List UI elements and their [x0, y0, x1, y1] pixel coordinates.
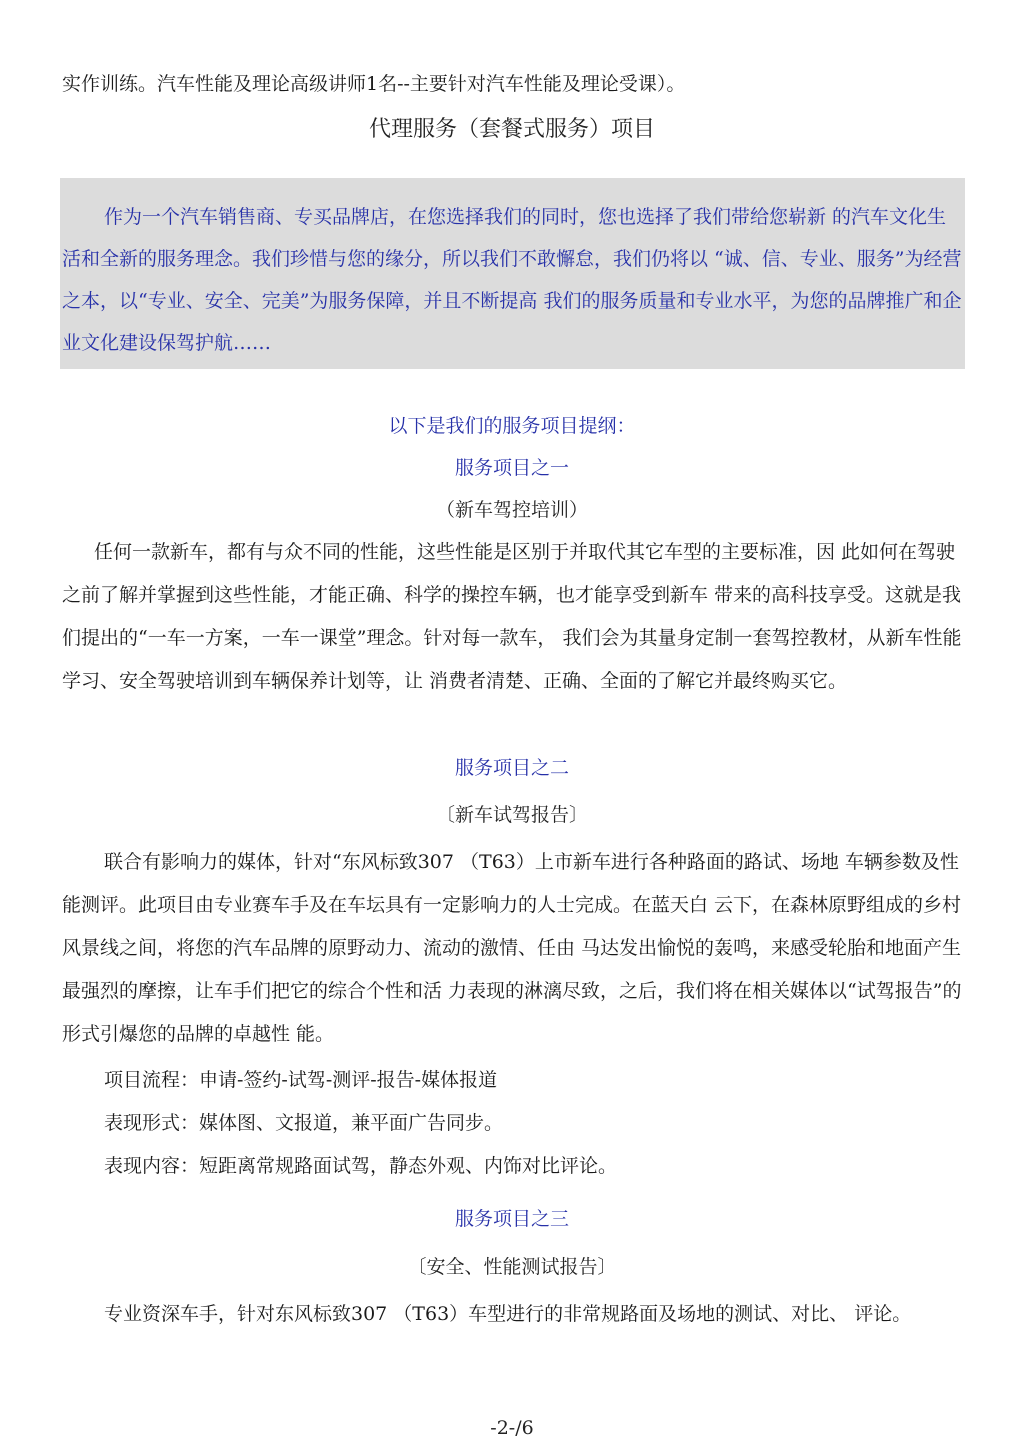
project-2-detail-content: 表现内容：短距离常规路面试驾，静态外观、内饰对比评论。	[104, 1155, 618, 1177]
lead-line: 实作训练。汽车性能及理论高级讲师1名--主要针对汽车性能及理论受课）。	[62, 73, 686, 95]
outline-heading: 以下是我们的服务项目提纲：	[388, 415, 636, 437]
project-2-detail-format: 表现形式：媒体图、文报道，兼平面广告同步。	[104, 1112, 504, 1134]
project-2-heading: 服务项目之二	[454, 757, 569, 779]
project-3-body: 专业资深车手，针对东风标致307 （T63）车型进行的非常规路面及场地的测试、对比、 评论。	[104, 1303, 912, 1325]
project-1-body: 任何一款新车，都有与众不同的性能，这些性能是区别于并取代其它车型的主要标准，因 此如何在驾驶之前了解并掌握到这些性能，才能正确、科学的操控车辆，也才能享受到新车 带来的高科技享受。这就是我们提出的“一车一方案，一车一课堂”理念。针对每一款车， 我们会为其量身定制一套驾控教材，从新车性能学习、安全驾驶培训到车辆保养计划等，让 消费者清楚、正确、全面的了解它并最终购买它。	[62, 541, 962, 692]
project-1-subtitle: （新车驾控培训）	[435, 499, 588, 521]
project-1-heading: 服务项目之一	[454, 457, 569, 479]
project-3-heading: 服务项目之三	[454, 1208, 569, 1230]
project-2-body: 联合有影响力的媒体，针对“东风标致307 （T63）上市新车进行各种路面的路试、场地 车辆参数及性能测评。此项目由专业赛车手及在车坛具有一定影响力的人士完成。在蓝天白 云下，在森林原野组成的乡村风景线之间，将您的汽车品牌的原野动力、流动的激情、任由 马达发出愉悦的轰鸣，来感受轮胎和地面产生最强烈的摩擦，让车手们把它的综合个性和活 力表现的淋漓尽致，之后，我们将在相关媒体以“试驾报告”的形式引爆您的品牌的卓越性 能。	[62, 851, 962, 1045]
section-title: 代理服务（套餐式服务）项目	[368, 117, 655, 142]
intro-paragraph: 作为一个汽车销售商、专买品牌店，在您选择我们的同时，您也选择了我们带给您崭新 的汽车文化生活和全新的服务理念。我们珍惜与您的缘分，所以我们不敢懈怠，我们仍将以 “诚、信、专业、服务”为经营之本，以“专业、安全、完美”为服务保障，并且不断提高 我们的服务质量和专业水平，为您的品牌推广和企业文化建设保驾护航……	[62, 206, 962, 354]
project-2-subtitle: 〔新车试驾报告〕	[435, 804, 588, 826]
page-number: -2-/6	[490, 1417, 534, 1439]
project-3-subtitle: 〔安全、性能测试报告〕	[407, 1256, 617, 1278]
project-2-detail-process: 项目流程：申请-签约-试驾-测评-报告-媒体报道	[104, 1069, 498, 1091]
